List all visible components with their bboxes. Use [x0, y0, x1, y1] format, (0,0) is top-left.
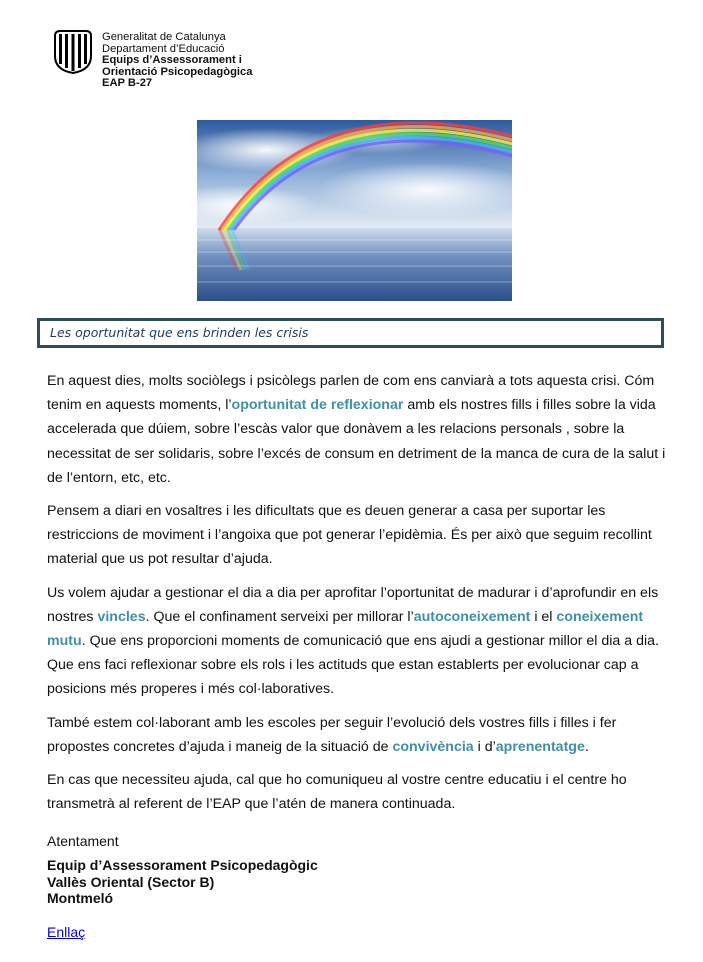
- signature-line-1: Equip d’Assessorament Psicopedagògic: [47, 857, 318, 873]
- org-line-2: Departament d’Educació: [102, 42, 225, 55]
- org-line-1: Generalitat de Catalunya: [102, 31, 226, 43]
- text: També estem col·laborant amb les escoles per seguir l’evolució dels vostres fills i filles i fer propostes concretes d’ajuda i maneig de la situació de: [47, 714, 617, 755]
- highlight-autoconeixement: autoconeixement: [413, 608, 531, 625]
- organization-block: [102, 32, 402, 90]
- highlight-vincles: vincles: [97, 608, 146, 625]
- paragraph-5: En cas que necessiteu ajuda, cal que ho comuniqueu al vostre centre educatiu i el centre ho transmetrà al referent de l’EAP que l’atén de manera continuada.: [47, 772, 627, 813]
- paragraph-1: [47, 369, 677, 490]
- signature: [47, 833, 318, 907]
- org-line-3: Equips d’Assessorament i: [102, 54, 242, 67]
- highlight-coneixement-mutu: coneixement mutu: [47, 608, 644, 650]
- section-title: Les oportunitat que ens brinden les crisis: [37, 318, 664, 348]
- text: . Que el confinament serveixi per millorar l’: [145, 608, 414, 625]
- paragraph-3: [47, 581, 677, 702]
- body-text: [47, 369, 677, 825]
- text: amb els nostres fills i filles sobre la vida accelerada que dúiem, sobre l’escàs valor que donàvem a les relacions personals , sobre la necessitat de ser solidaris, sobre l’excés de consum en detriment de la manca de cura de la salut i de l’entorn, etc, etc.: [47, 397, 666, 486]
- text: i el: [530, 608, 557, 625]
- generalitat-logo-icon: [52, 30, 94, 74]
- enllac-link[interactable]: Enllaç: [47, 924, 86, 940]
- paragraph-4: [47, 711, 677, 759]
- text: Us volem ajudar a gestionar el dia a dia per aprofitar l’oportunitat de madurar i d’aprofundir en els nostres: [47, 584, 659, 625]
- highlight-aprenentatge: aprenentatge: [495, 738, 585, 755]
- text: .: [584, 738, 589, 755]
- closing: Atentament: [47, 833, 119, 849]
- signature-line-2: Vallès Oriental (Sector B): [47, 873, 215, 890]
- text: . Que ens proporcioni moments de comunicació que ens ajudi a gestionar millor el dia a dia. Que ens faci reflexionar sobre els rols i les actituds que estan establerts per evolucionar cap a posicions més properes i més col·laboratives.: [47, 633, 659, 698]
- rainbow-sea-image: [197, 120, 512, 301]
- org-line-4: Orientació Psicopedagògica: [102, 65, 253, 78]
- highlight-convivencia: convivència: [392, 738, 474, 755]
- text: i d’: [473, 738, 496, 755]
- signature-line-3: Montmeló: [47, 890, 114, 906]
- highlight-oportunitat: oportunitat de reflexionar: [231, 397, 404, 414]
- text: En aquest dies, molts sociòlegs i psicòlegs parlen de com ens canviarà a tots aquesta crisi. Cóm tenim en aquests moments, l’: [47, 373, 655, 414]
- org-line-5: EAP B-27: [102, 77, 153, 90]
- paragraph-2: Pensem a diari en vosaltres i les dificultats que es deuen generar a casa per suportar les restriccions de moviment i l’angoixa que pot generar l’epidèmia. És per això que seguim recollint material que us pot resultar d’ajuda.: [47, 503, 652, 568]
